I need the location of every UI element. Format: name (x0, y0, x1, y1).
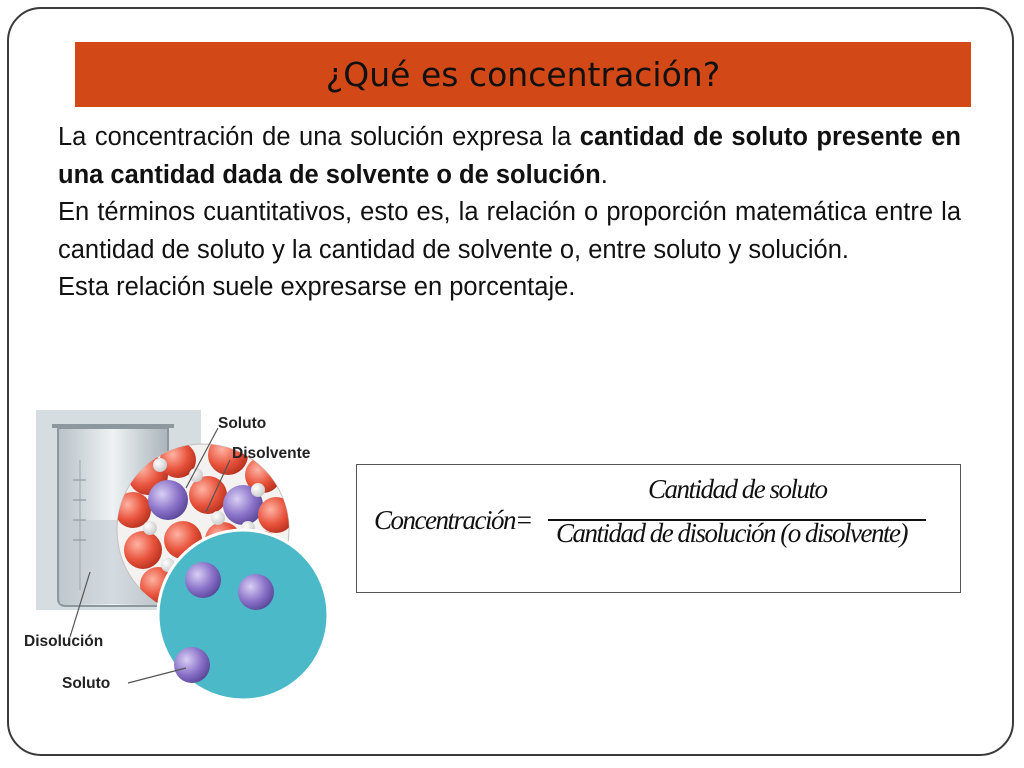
paragraph-2 (58, 194, 961, 269)
label-disolvente: Disolvente (232, 445, 311, 462)
formula-denominator: Cantidad de disolución (o disolvente) (556, 518, 907, 548)
paragraph-1-text: La concentración de una solución expresa la (58, 123, 580, 151)
body-text (58, 119, 961, 307)
pointer-soluto-bottom (128, 668, 186, 683)
paragraph-3-text: Esta relación suele expresarse en porcentaje. (58, 273, 576, 301)
solution-circle (158, 530, 328, 700)
paragraph-1 (58, 119, 961, 194)
label-soluto-top: Soluto (218, 415, 267, 432)
formula-lhs: Concentración= (374, 505, 532, 535)
paragraph-1-end: . (600, 160, 608, 189)
label-soluto-bottom: Soluto (62, 675, 111, 692)
formula-numerator: Cantidad de soluto (648, 474, 827, 504)
paragraph-3 (58, 269, 961, 307)
paragraph-2-text: En términos cuantitativos, esto es, la relación o proporción matemática entre la cantidad de soluto y la cantidad de solvente o, entre soluto y solución. (58, 198, 961, 264)
solution-illustration (18, 400, 338, 700)
slide-title: ¿Qué es concentración? (325, 55, 721, 94)
paragraph-1-bold: cantidad de soluto presente en una cantidad dada de solvente o de solución (58, 123, 961, 189)
label-disolucion: Disolución (24, 633, 104, 650)
